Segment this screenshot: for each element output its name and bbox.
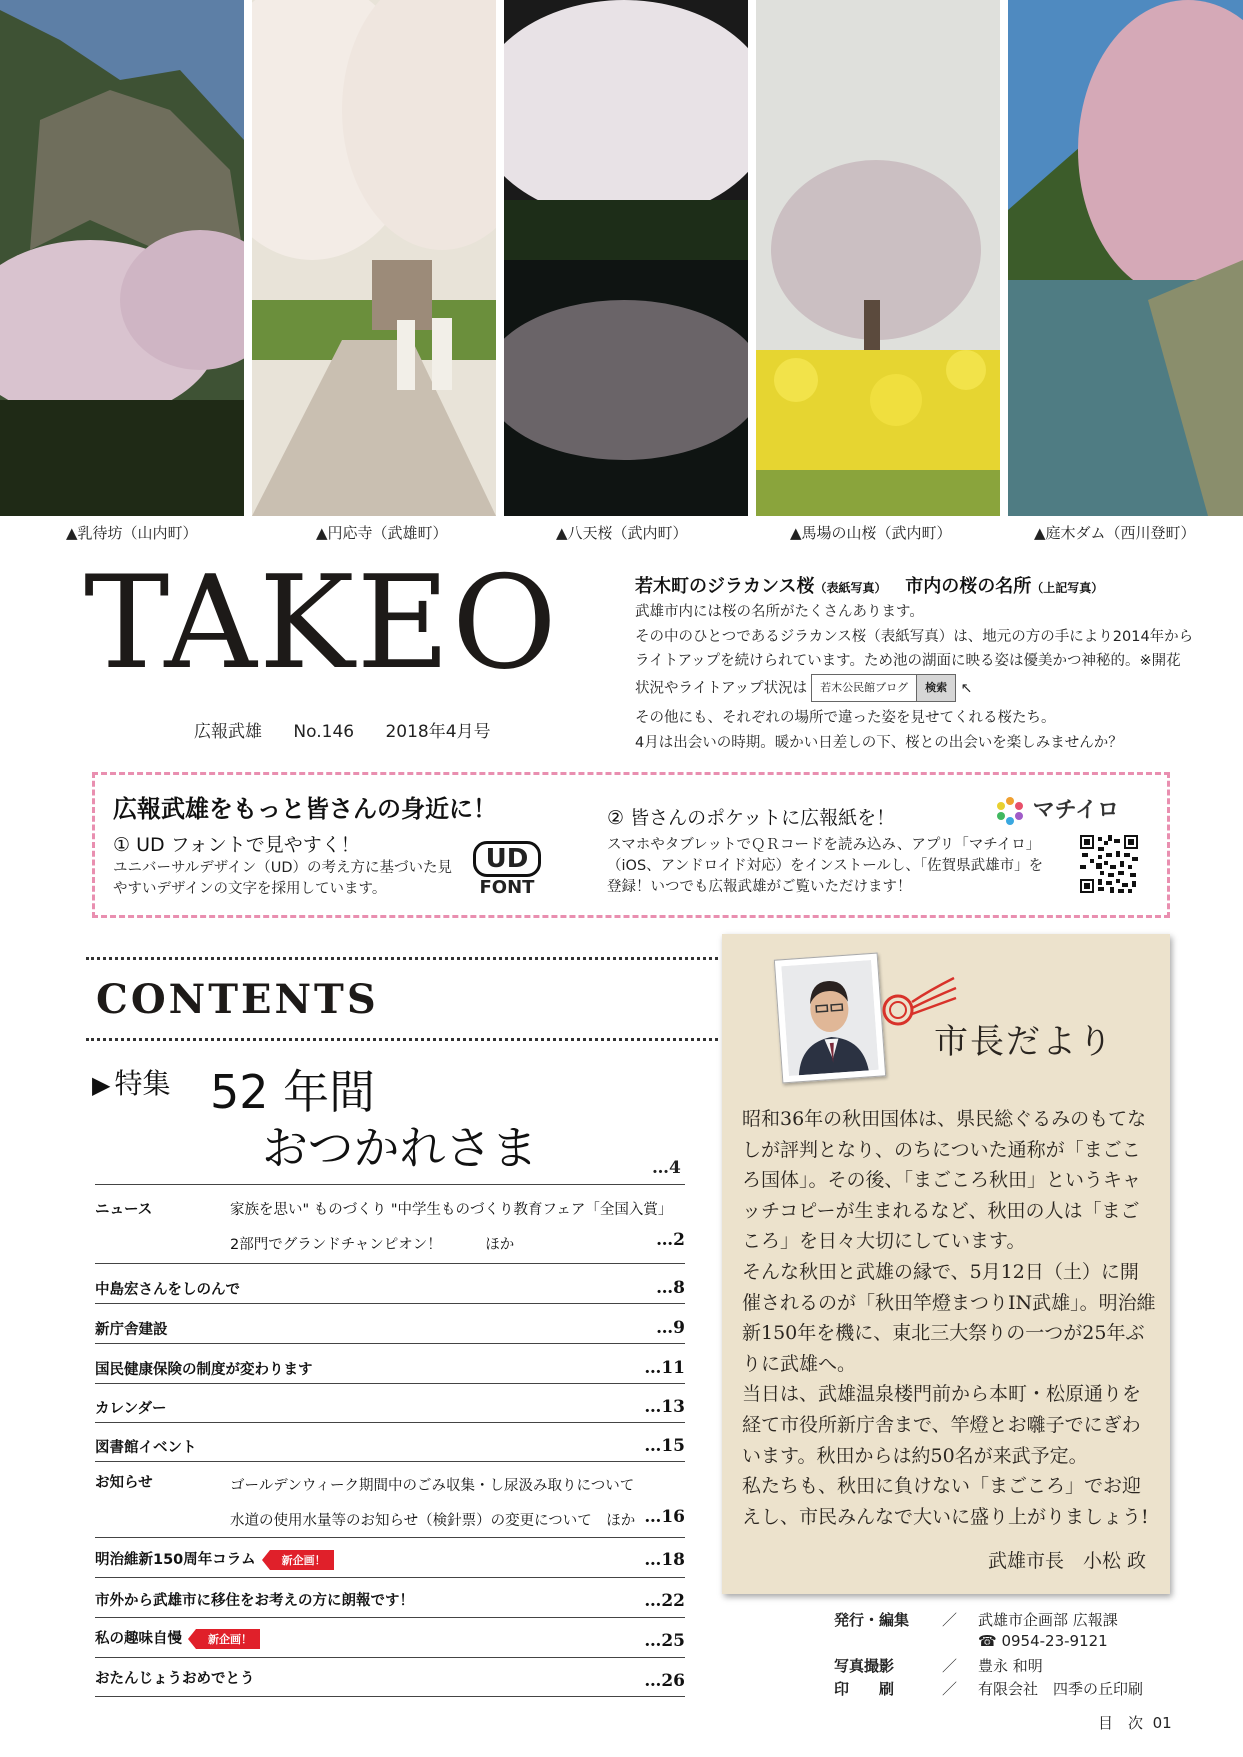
notice-box bbox=[92, 772, 1170, 918]
photo-babanoyamazakura bbox=[756, 0, 1000, 516]
photo-enouji bbox=[252, 0, 496, 516]
toc-desc: 2部門でグランドチャンピオン！ ほか bbox=[230, 1237, 515, 1253]
toc-desc: 家族を思い" ものづくり "中学生ものづくり教育フェア「全国入賞」 bbox=[230, 1202, 673, 1218]
toc-row bbox=[95, 1471, 685, 1533]
divider bbox=[95, 1303, 685, 1304]
toc-page: …26 bbox=[644, 1671, 685, 1691]
mayor-column-text: 昭和36年の秋田国体は、県民総ぐるみのもてなしが評判となり、のちについた通称が「まごころ国体」。その後、「まごころ秋田」というキャッチコピーが生まれるなど、秋田の人は「まごころ」を日々大切にしています。 そんな秋田と武雄の縁で、5月12日（土）に開催されるのが「秋田竿燈まつりIN武雄」。明治維新150年を機に、東北三大祭りの一つが25年ぶりに武雄へ。 当日は、武雄温泉楼門前から本町・松原通りを経て市役所新庁舎まで、竿燈とお囃子でにぎわいます。秋田からは約50名が来武予定。 私たちも、秋田に負けない「まごころ」でお迎えし、市民みんなで大いに盛り上がりましょう! bbox=[742, 1108, 1156, 1528]
divider bbox=[95, 1657, 685, 1658]
photo-caption: ▲八天桜（武内町） bbox=[556, 524, 688, 542]
cursor-icon: ↖ bbox=[956, 679, 973, 696]
colophon-printer: 印 刷 ／ 有限会社 四季の丘印刷 bbox=[834, 1680, 1144, 1698]
divider bbox=[95, 1184, 685, 1185]
new-badge: 新企画！ bbox=[196, 1629, 260, 1649]
intro-heading-1-note: （表紙写真） bbox=[814, 581, 887, 595]
toc-row bbox=[95, 1198, 685, 1258]
toc-page: …25 bbox=[644, 1631, 685, 1651]
feature-title-line2: おつかれさま bbox=[262, 1121, 538, 1175]
feature-page: …4 bbox=[652, 1158, 681, 1178]
feature-label: ▶ 特集 bbox=[92, 1067, 171, 1100]
issue-number: No.146 bbox=[293, 722, 355, 742]
toc-label: カレンダー bbox=[95, 1401, 167, 1417]
intro-heading-2-note: （上記写真） bbox=[1031, 581, 1104, 595]
divider bbox=[95, 1696, 685, 1697]
notice-title: 広報武雄をもっと皆さんの身近に！ bbox=[113, 795, 497, 823]
photo-nyuujibou bbox=[0, 0, 244, 516]
divider bbox=[95, 1343, 685, 1344]
toc-label: 明治維新150周年コラム 新企画！ bbox=[95, 1548, 334, 1570]
intro-paragraph: 武雄市内には桜の名所がたくさんあります。 bbox=[635, 604, 924, 620]
notice-subheading-ud: ① UD フォントで見やすく！ bbox=[113, 834, 360, 856]
mayor-column bbox=[722, 934, 1170, 1594]
toc-label: 私の趣味自慢 新企画！ bbox=[95, 1627, 260, 1649]
toc-page: …22 bbox=[644, 1591, 685, 1611]
toc-label: 新庁舎建設 bbox=[95, 1322, 168, 1338]
colophon-tel: ☎ 0954-23-9121 bbox=[978, 1632, 1108, 1650]
divider bbox=[95, 1461, 685, 1462]
divider bbox=[95, 1537, 685, 1538]
mayor-signature: 武雄市長 小松 政 bbox=[987, 1550, 1146, 1572]
feature-title-line1: 52 年間 bbox=[210, 1065, 376, 1119]
toc-page: …11 bbox=[644, 1358, 685, 1378]
divider bbox=[95, 1263, 685, 1264]
photo-niwakidam bbox=[1008, 0, 1243, 516]
intro-paragraph: その他にも、それぞれの場所で違った姿を見せてくれる桜たち。 bbox=[635, 710, 1056, 726]
notice-subheading-app: ② 皆さんのポケットに広報紙を！ bbox=[607, 807, 896, 829]
toc-page: …8 bbox=[656, 1278, 685, 1298]
toc-label: 中島宏さんをしのんで bbox=[95, 1282, 240, 1298]
notice-text-app: スマホやタブレットでＱＲコードを読み込み、アプリ「マチイロ」（iOS、アンドロイド対応）をインストールし、「佐賀県武雄市」を登録！いつでも広報武雄がご覧いただけます！ bbox=[607, 837, 1044, 895]
footer-label: 目 次 bbox=[1098, 1714, 1144, 1732]
toc-label: 国民健康保険の制度が変わります bbox=[95, 1362, 313, 1378]
ud-font-logo: UD FONT bbox=[473, 841, 545, 901]
mayor-portrait bbox=[781, 960, 878, 1076]
toc-label: 図書館イベント bbox=[95, 1440, 197, 1456]
publication-name: 広報武雄 bbox=[194, 722, 262, 742]
notice-text-ud: ユニバーサルデザイン（UD）の考え方に基づいた見やすいデザインの文字を採用しています。 bbox=[113, 860, 453, 897]
toc-label: 市外から武雄市に移住をお考えの方に朗報です！ bbox=[95, 1593, 414, 1609]
masthead-title: TAKEO bbox=[84, 549, 559, 698]
mayor-photo bbox=[774, 953, 886, 1084]
contents-heading: CONTENTS bbox=[96, 976, 379, 1023]
toc-label: お知らせ bbox=[95, 1475, 153, 1491]
toc-desc: ゴールデンウィーク期間中のごみ収集・し尿汲み取りについて bbox=[230, 1478, 635, 1494]
colophon-photographer: 写真撮影 ／ 豊永 和明 bbox=[834, 1657, 1043, 1675]
search-box bbox=[811, 674, 956, 703]
toc-page: …16 bbox=[644, 1507, 685, 1527]
intro-heading-1: 若木町のジラカンス桜 bbox=[635, 576, 815, 597]
intro-paragraph: その中のひとつであるジラカンス桜（表紙写真）は、地元の方の手により2014年からライトアップを続けられています。ため池の湖面に映る姿は優美かつ神秘的。※開花状況やライトアップ状況は bbox=[635, 628, 1194, 696]
intro-heading bbox=[635, 572, 1103, 598]
issue-line bbox=[194, 717, 517, 742]
toc-label: おたんじょうおめでとう bbox=[95, 1671, 255, 1687]
photo-caption: ▲円応寺（武雄町） bbox=[316, 524, 448, 542]
toc-page: …9 bbox=[656, 1318, 685, 1338]
divider bbox=[95, 1422, 685, 1423]
photo-hattenzakura bbox=[504, 0, 748, 516]
divider bbox=[95, 1617, 685, 1618]
divider bbox=[95, 1383, 685, 1384]
search-button: 検索 bbox=[916, 675, 955, 702]
toc-page: …15 bbox=[644, 1436, 685, 1456]
machiiro-icon bbox=[995, 796, 1025, 826]
photo-caption: ▲乳待坊（山内町） bbox=[66, 524, 198, 542]
new-badge: 新企画！ bbox=[270, 1550, 334, 1570]
colophon-publisher: 発行・編集 ／ 武雄市企画部 広報課 bbox=[834, 1611, 1118, 1629]
divider bbox=[86, 957, 718, 960]
machiiro-name: マチイロ bbox=[1032, 798, 1120, 823]
intro-paragraph: 4月は出会いの時期。暖かい日差しの下、桜との出会いを楽しみませんか？ bbox=[635, 734, 1123, 751]
toc-page: …2 bbox=[656, 1230, 685, 1250]
page-number: 01 bbox=[1152, 1714, 1172, 1732]
toc-page: …13 bbox=[644, 1397, 685, 1417]
photo-caption: ▲庭木ダム（西川登町） bbox=[1034, 524, 1196, 542]
photo-caption: ▲馬場の山桜（武内町） bbox=[790, 524, 952, 542]
toc-page: …18 bbox=[644, 1550, 685, 1570]
issue-date: 2018年4月号 bbox=[385, 722, 491, 742]
page-footer bbox=[1098, 1712, 1172, 1733]
divider bbox=[95, 1577, 685, 1578]
intro-heading-2: 市内の桜の名所 bbox=[905, 576, 1032, 597]
toc-desc: 水道の使用水量等のお知らせ（検針票）の変更について ほか bbox=[230, 1513, 636, 1529]
mayor-column-title: 市長だより bbox=[934, 1022, 1114, 1062]
divider bbox=[86, 1038, 718, 1041]
triangle-icon: ▶ bbox=[92, 1071, 111, 1099]
search-input: 若木公民館ブログ bbox=[820, 680, 909, 694]
qr-code bbox=[1080, 835, 1138, 893]
toc-label: ニュース bbox=[95, 1202, 153, 1218]
intro-body bbox=[635, 600, 1195, 755]
machiiro-logo bbox=[995, 793, 1119, 826]
